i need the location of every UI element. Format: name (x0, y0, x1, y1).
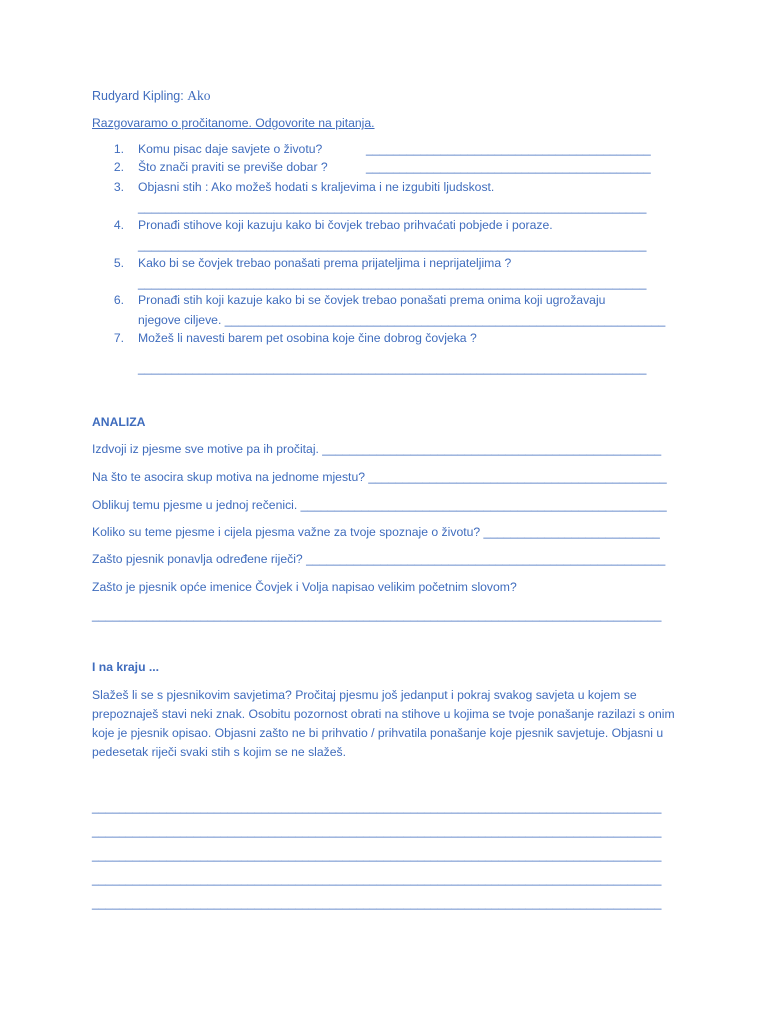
question-number: 3. (113, 180, 124, 194)
question-text: Možeš li navesti barem pet osobina koje čine dobrog čovjeka ? (138, 331, 477, 345)
question-text: Komu pisac daje savjete o životu? (138, 142, 323, 156)
question-text: Što znači praviti se previše dobar ? (138, 160, 328, 174)
answer-line: ____________________________________________________________________________________ (92, 872, 662, 886)
answer-line: ___________________________________________________________________________ (138, 200, 647, 214)
question-text: Objasni stih : Ako možeš hodati s kraljevima i ne izgubiti ljudskost. (138, 180, 495, 194)
question-text: Kako bi se čovjek trebao ponašati prema prijateljima i neprijateljima ? (138, 256, 512, 270)
answer-line: __________________________________________ (366, 142, 651, 156)
question-number: 2. (113, 160, 124, 174)
answer-line: ___________________________________________________________________________ (138, 238, 647, 252)
answer-line: ____________________________________________________________________________________ (92, 608, 662, 622)
worksheet-title (92, 86, 210, 106)
question-number: 1. (113, 142, 124, 156)
question-text: Pronađi stihove koji kazuju kako bi čovjek trebao prihvaćati pobjede i poraze. (138, 218, 553, 232)
answer-line: ___________________________________________________________________________ (138, 276, 647, 290)
question-text: Pronađi stih koji kazuje kako bi se čovjek trebao ponašati prema onima koji ugrožavaju (138, 293, 606, 307)
answer-line: ____________________________________________________________________________________ (92, 896, 662, 910)
answer-line: ____________________________________________________________________________________ (92, 848, 662, 862)
answer-line: ____________________________________________________________________________________ (92, 824, 662, 838)
ending-paragraph: Slažeš li se s pjesnikovim savjetima? Pročitaj pjesmu još jedanput i pokraj svakog savjeta u kojem se prepoznaješ stavi neki znak. Osobitu pozornost obrati na stihove u kojima se tvoje ponašanje razilazi s onim koje je pjesnik opisao. Objasni zašto ne bi prihvatio / prihvatila ponašanje koje pjesnik savjetuje. Objasni u pedesetak riječi svaki stih s kojim se ne slažeš. (92, 688, 675, 759)
answer-line: __________________________________________ (366, 160, 651, 174)
answer-line: njegove ciljeve. _________________________________________________________________ (138, 313, 666, 327)
answer-line: ___________________________________________________________________________ (138, 361, 647, 375)
analiza-item: Oblikuj temu pjesme u jednoj rečenici. ______________________________________________________ (92, 498, 667, 512)
analiza-item: Koliko su teme pjesme i cijela pjesma važne za tvoje spoznaje o životu? __________________________ (92, 525, 660, 539)
ending-heading: I na kraju ... (92, 660, 160, 674)
instructions: Razgovaramo o pročitanome. Odgovorite na pitanja. (92, 116, 375, 130)
answer-line: ____________________________________________________________________________________ (92, 800, 662, 814)
analiza-item: Zašto pjesnik ponavlja određene riječi? _____________________________________________________ (92, 552, 666, 566)
analiza-item: Izdvoji iz pjesme sve motive pa ih pročitaj. __________________________________________________ (92, 442, 662, 456)
question-number: 6. (113, 293, 124, 307)
question-number: 5. (113, 256, 124, 270)
analiza-item: Zašto je pjesnik opće imenice Čovjek i Volja napisao velikim početnim slovom? (92, 580, 517, 594)
poem-title: Ako (187, 88, 211, 103)
analiza-heading: ANALIZA (92, 415, 146, 429)
analiza-item: Na što te asocira skup motiva na jednome mjestu? ____________________________________________ (92, 470, 667, 484)
author-name: Rudyard Kipling: (92, 89, 184, 103)
question-number: 7. (113, 331, 124, 345)
question-number: 4. (113, 218, 124, 232)
